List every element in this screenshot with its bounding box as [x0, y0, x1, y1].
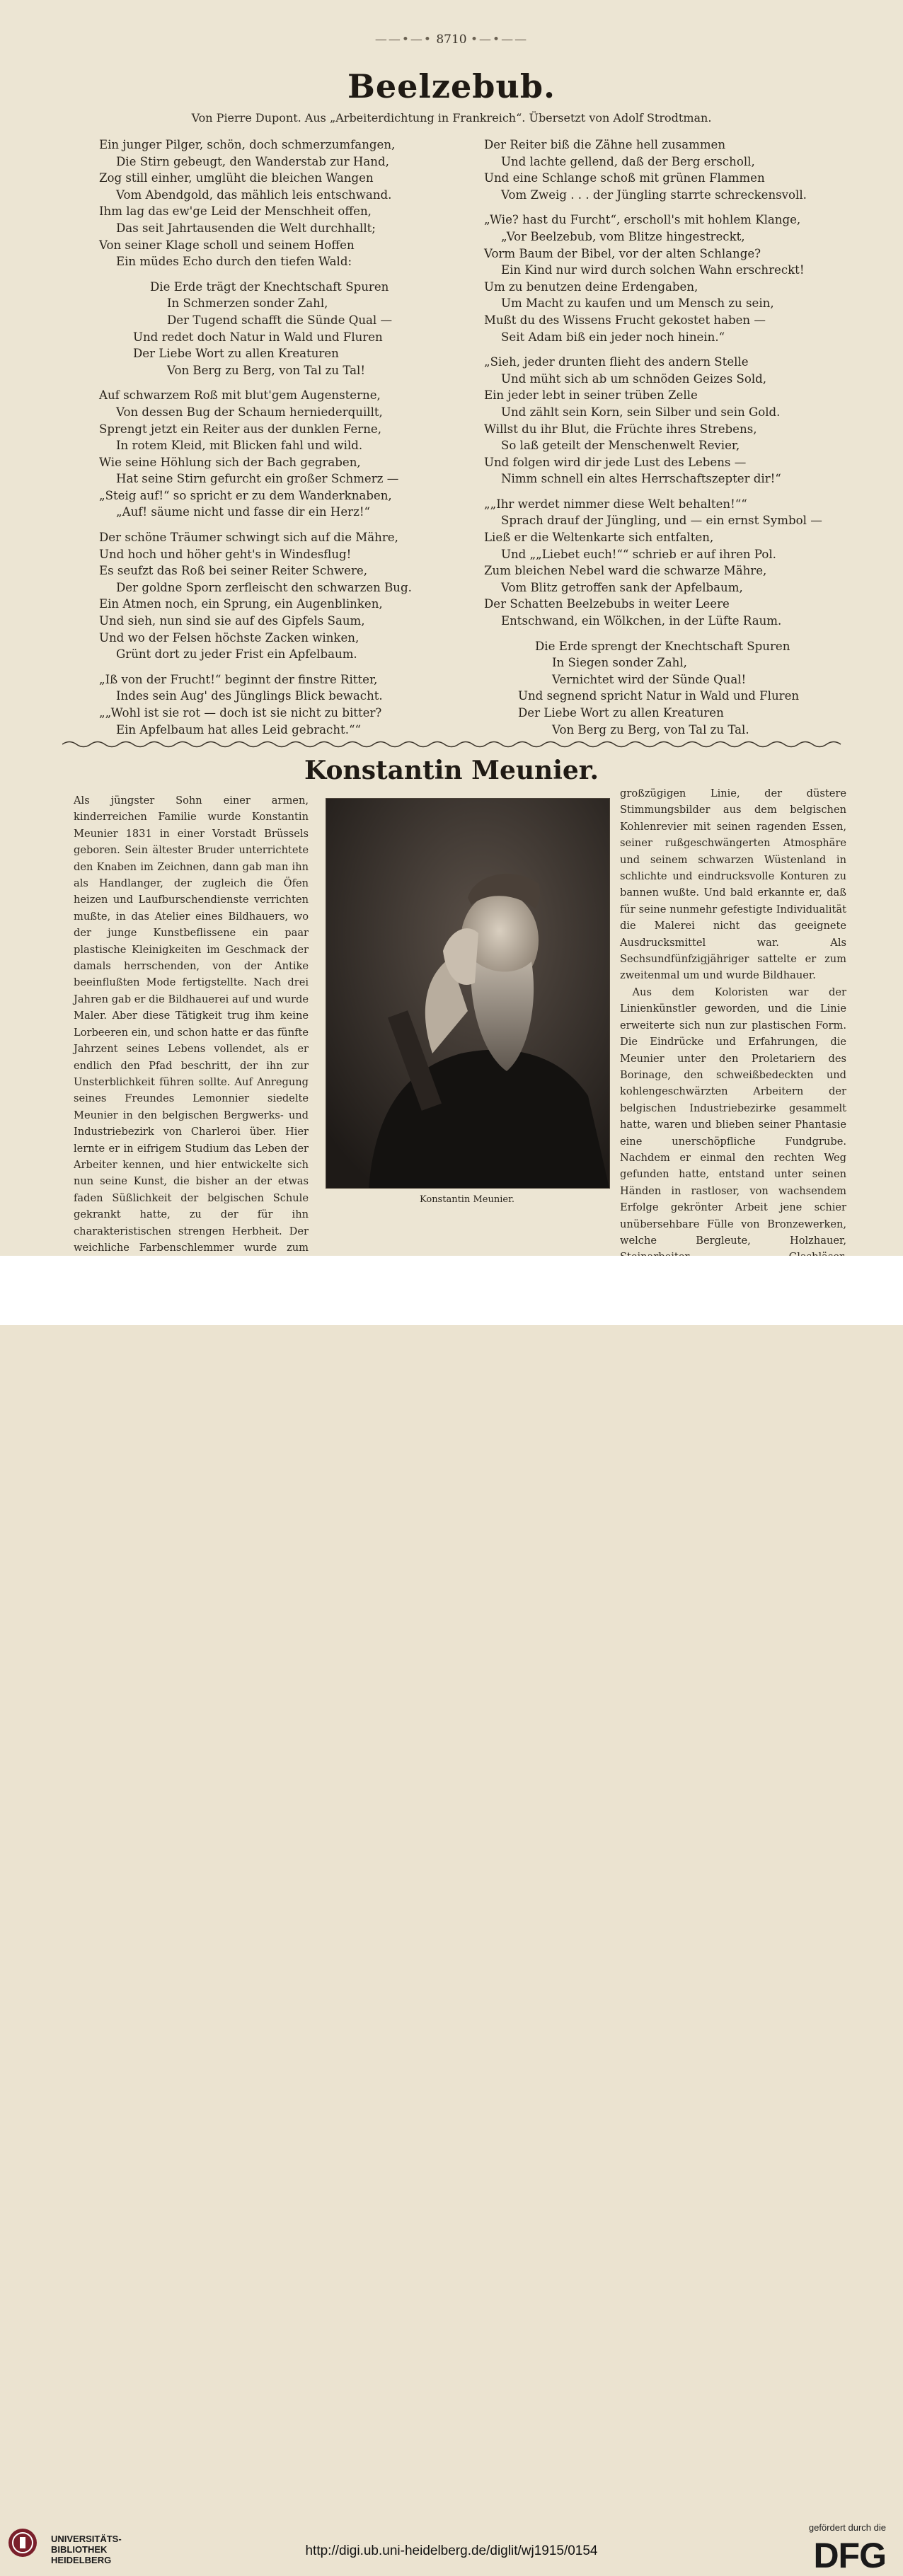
poem-line: Und müht sich ab um schnöden Geizes Sold,: [501, 371, 767, 386]
poem-right-column: [484, 137, 852, 746]
poem-stanza: [484, 496, 852, 630]
poem-line: „Vor Beelzebub, vom Blitze hingestreckt,: [501, 229, 745, 243]
poem-line: Vom Abendgold, das mählich leis entschwand.: [116, 187, 392, 202]
page-number-ornament-left: ——•—•: [374, 33, 432, 47]
poem-line: Und redet doch Natur in Wald und Fluren: [133, 330, 383, 344]
article-paragraph: großzügigen Linie, der düstere Stimmungsbilder aus dem belgischen Kohlenrevier mit seinen ragenden Essen, seiner rußgeschwängerten Atmosphäre und seinem schwarzen Wüstenland in schlichte und eindrucksvolle Konturen zu bannen wußte. Und bald erkannte er, daß für seine nunmehr gefestigte Individualität die Malerei nicht das geeignete Ausdrucksmittel war. Als Sechsundfünfzigjähriger sattelte er zum zweitenmal um und wurde Bildhauer.: [620, 787, 846, 982]
poem-line: Vernichtet wird der Sünde Qual!: [552, 672, 747, 686]
poem-line: Der Schatten Beelzebubs in weiter Leere: [484, 597, 730, 611]
poem-subtitle: Von Pierre Dupont. Aus „Arbeiterdichtung in Frankreich“. Übersetzt von Adolf Strodtman.: [191, 111, 712, 125]
poem-line: Es seufzt das Roß bei seiner Reiter Schwere,: [99, 564, 367, 578]
photo-caption: Konstantin Meunier.: [420, 1194, 514, 1205]
poem-stanza: [484, 212, 852, 345]
page-number-text: 8710: [436, 33, 467, 47]
poem-line: Auf schwarzem Roß mit blut'gem Augensterne,: [99, 388, 381, 403]
poem-line: Vorm Baum der Bibel, vor der alten Schlange?: [484, 246, 761, 260]
poem-line: Ein jeder lebt in seiner trüben Zelle: [484, 388, 698, 403]
poem-stanza: [99, 387, 432, 521]
poem-line: Der goldne Sporn zerfleischt den schwarzen Bug.: [116, 580, 412, 594]
institution-line-2: BIBLIOTHEK: [51, 2544, 108, 2555]
poem-line: Zog still einher, umglüht die bleichen Wangen: [99, 171, 374, 185]
poem-line: In Schmerzen sonder Zahl,: [167, 296, 328, 311]
poem-line: Grünt dort zu jeder Frist ein Apfelbaum.: [116, 647, 357, 662]
poem-line: Von dessen Bug der Schaum herniederquillt,: [116, 405, 383, 419]
poem-stanza: [99, 529, 432, 663]
poem-line: In rotem Kleid, mit Blicken fahl und wild.: [116, 439, 363, 453]
portrait-photo: [326, 798, 610, 1189]
poem-line: Die Erde sprengt der Knechtschaft Spuren: [535, 639, 790, 653]
poem-stanza: [484, 354, 852, 487]
poem-line: Um Macht zu kaufen und um Mensch zu sein,: [501, 296, 774, 311]
poem-stanza: [484, 137, 852, 203]
poem-line: Das seit Jahrtausenden die Welt durchhallt;: [116, 221, 376, 235]
poem-line: Die Erde trägt der Knechtschaft Spuren: [150, 279, 389, 294]
poem-line: Und folgen wird dir jede Lust des Lebens —: [484, 455, 747, 469]
poem-line: Hat seine Stirn gefurcht ein großer Schmerz —: [116, 472, 399, 486]
poem-line: Der schöne Träumer schwingt sich auf die Mähre,: [99, 531, 398, 545]
article-paragraph: Aus dem Koloristen war der Linienkünstler geworden, und die Linie erweiterte sich nun zur plastischen Form. Die Eindrücke und Erfahrungen, die Meunier unter den Proletariern des Borinage, den schweißbedeckten und kohlengeschwärzten Arbeitern der belgischen Industriebezirke gesammelt hatte, waren und blieben seiner Phantasie eine unerschöpfliche Fundgrube. Nachdem er einmal den rechten Weg gefunden hatte, entstand unter seinen Händen in rastloser, von wachsendem Erfolge gekrönter Arbeit jene schier unübersehbare Fülle von Bronzewerken, welche Bergleute, Holzhauer,: [620, 986, 846, 1247]
poem-stanza: [99, 671, 432, 738]
poem-line: Ein müdes Echo durch den tiefen Wald:: [116, 255, 352, 269]
poem-line: „Steig auf!“ so spricht er zu dem Wanderknaben,: [99, 488, 392, 502]
page-number: [0, 33, 903, 47]
article-right-column: [620, 785, 846, 1315]
poem-line: Willst du ihr Blut, die Früchte ihres Strebens,: [484, 422, 757, 436]
poem-line: In Siegen sonder Zahl,: [552, 656, 687, 670]
poem-line: Ein Atmen noch, ein Sprung, ein Augenblinken,: [99, 597, 383, 611]
poem-line: Von Berg zu Berg, von Tal zu Tal.: [552, 722, 749, 737]
poem-line: „Auf! säume nicht und fasse dir ein Herz!“: [116, 505, 370, 519]
poem-line: Sprengt jetzt ein Reiter aus der dunklen Ferne,: [99, 422, 382, 436]
poem-line: Ihm lag das ew'ge Leid der Menschheit offen,: [99, 204, 372, 219]
poem-stanza: [484, 638, 852, 739]
poem-line: Und segnend spricht Natur in Wald und Fluren: [518, 689, 800, 703]
section-divider: [62, 739, 848, 749]
poem-line: Sprach drauf der Jüngling, und — ein ernst Symbol —: [501, 514, 822, 528]
poem-line: Vom Zweig . . . der Jüngling starrte schreckensvoll.: [501, 187, 807, 202]
poem-stanza: [99, 279, 432, 379]
poem-line: Zum bleichen Nebel ward die schwarze Mähre,: [484, 564, 767, 578]
scanned-page: [0, 0, 903, 1256]
poem-line: „„Wohl ist sie rot — doch ist sie nicht zu bitter?: [99, 706, 382, 720]
footer-bar: [0, 1256, 903, 2575]
poem-line: Von seiner Klage scholl und seinem Hoffen: [99, 238, 355, 252]
portrait-illustration: [326, 799, 609, 1188]
poem-line: Und „„Liebet euch!““ schrieb er auf ihren Pol.: [501, 547, 776, 561]
poem-line: Mußt du des Wissens Frucht gekostet haben —: [484, 313, 766, 327]
article-title: Konstantin Meunier.: [304, 756, 599, 785]
poem-stanza: [99, 137, 432, 270]
poem-line: Und zählt sein Korn, sein Silber und sein Gold.: [501, 405, 781, 419]
poem-line: Ein Apfelbaum hat alles Leid gebracht.““: [116, 722, 361, 737]
poem-line: Und lachte gellend, daß der Berg erscholl,: [501, 154, 755, 168]
poem-line: Und eine Schlange schoß mit grünen Flammen: [484, 171, 765, 185]
poem-line: Von Berg zu Berg, von Tal zu Tal!: [167, 363, 366, 377]
poem-left-column: [99, 137, 432, 746]
page-number-ornament-right: •—•——: [471, 33, 529, 47]
poem-line: „Wie? hast du Furcht“, erscholl's mit hohlem Klange,: [484, 213, 801, 227]
poem-line: „Iß von der Frucht!“ beginnt der finstre Ritter,: [99, 672, 378, 686]
poem-line: Ein Kind nur wird durch solchen Wahn erschreckt!: [501, 263, 805, 277]
article-paragraph: Als jüngster Sohn einer armen, kinderreichen Familie wurde Konstantin Meunier 1831 in einer Vorstadt Brüssels geboren. Sein ältester Bruder unterrichtete den Knaben im Zeichnen, dann gab man ihn als Handlanger, der zugleich die Öfen heizen und Laufburschendienste verrichten mußte, in das Atelier eines Bildhauers, wo der junge Kunstbeflissene ein paar plastische Kleinigkeiten im Geschmack der damals herrschenden, von der Antike beeinflußten Mode fertigstellte. Nach drei Jahren gab er die Bildhauerei auf und wurde Maler. Aber diese Tätigkeit trug ihm keine Lorbeeren ein, und schon hatte er das fünfte Jahrzent seines Lebens vollendet, als er endlich den Pfad beschritt, der ihn zur Unsterblichkeit führen sollte. Auf Anregung seines Freundes Lemonnier siedelte Meunier in den belgischen Bergwerks- und Industriebezirk von Charleroi über. Hier lernte er in eifrigem Studium das Leben der Arbeiter kennen, und hier entwickelte sich nun seine Kunst, die bisher an der etwas faden Süßlichkeit der belgischen Schule gekrankt hatte, zu der für ihn charakteristischen strengen Herbheit. Der weichliche Farbenschlemmer wurde zum: [74, 795, 309, 1254]
poem-line: Der Reiter biß die Zähne hell zusammen: [484, 138, 726, 151]
dfg-logo: DFG: [813, 2536, 886, 2575]
poem-line: Der Liebe Wort zu allen Kreaturen: [518, 706, 724, 720]
poem-line: Ein junger Pilger, schön, doch schmerzumfangen,: [99, 138, 396, 151]
poem-line: So laß geteilt der Menschenwelt Revier,: [501, 439, 740, 453]
poem-line: Und sieh, nun sind sie auf des Gipfels Saum,: [99, 614, 365, 628]
poem-line: Die Stirn gebeugt, den Wanderstab zur Hand,: [116, 154, 389, 168]
funding-note: gefördert durch die: [808, 2522, 886, 2533]
article-left-column: [74, 792, 309, 1273]
poem-line: Und wo der Felsen höchste Zacken winken,: [99, 630, 360, 645]
poem-line: Indes sein Aug' des Jünglings Blick bewacht.: [116, 689, 383, 703]
poem-line: Vom Blitz getroffen sank der Apfelbaum,: [501, 580, 743, 594]
poem-title: Beelzebub.: [347, 67, 556, 105]
institution-line-1: UNIVERSITÄTS-: [51, 2534, 122, 2544]
poem-line: „Sieh, jeder drunten flieht des andern Stelle: [484, 355, 749, 369]
institution-line-3: HEIDELBERG: [51, 2555, 112, 2565]
poem-line: Der Liebe Wort zu allen Kreaturen: [133, 347, 339, 361]
poem-line: Seit Adam biß ein jeder noch hinein.“: [501, 330, 725, 344]
poem-line: „„Ihr werdet nimmer diese Welt behalten!““: [484, 497, 747, 511]
source-url[interactable]: http://digi.ub.uni-heidelberg.de/diglit/wj1915/0154: [305, 2543, 598, 2558]
poem-line: Und hoch und höher geht's in Windesflug!: [99, 547, 352, 561]
poem-line: Entschwand, ein Wölkchen, in der Lüfte Raum.: [501, 614, 782, 628]
poem-line: Der Tugend schafft die Sünde Qual —: [167, 313, 393, 327]
poem-line: Ließ er die Weltenkarte sich entfalten,: [484, 531, 714, 545]
poem-line: Wie seine Höhlung sich der Bach gegraben,: [99, 455, 361, 469]
poem-line: Nimm schnell ein altes Herrschaftszepter dir!“: [501, 472, 781, 486]
poem-line: Um zu benutzen deine Erdengaben,: [484, 279, 698, 294]
